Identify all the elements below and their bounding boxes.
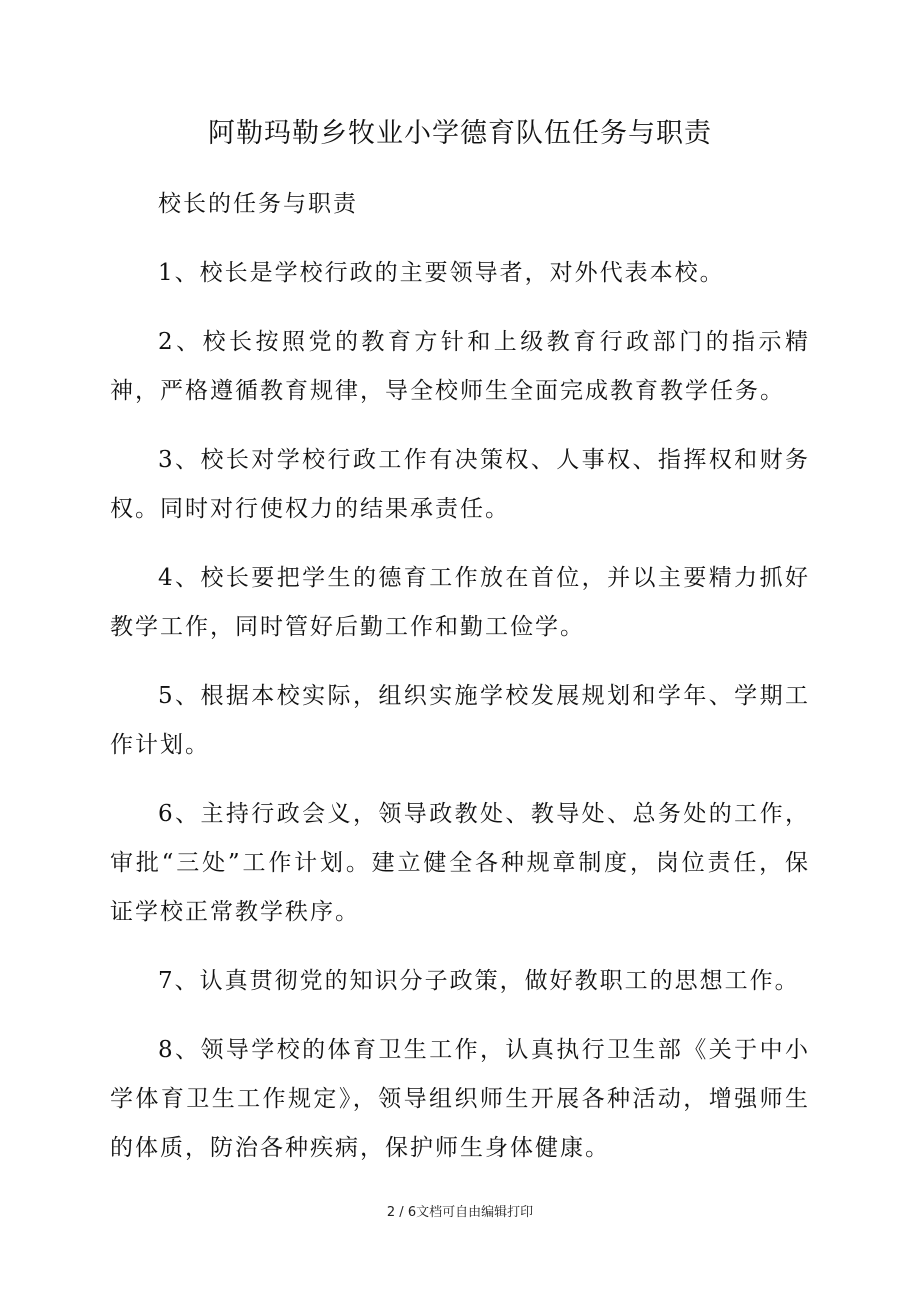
list-item: 8、领导学校的体育卫生工作，认真执行卫生部《关于中小学体育卫生工作规定》，领导组织师生开展各种活动，增强师生的体质，防治各种疾病，保护师生身体健康。	[110, 1037, 810, 1161]
list-item: 5、根据本校实际，组织实施学校发展规划和学年、学期工作计划。	[110, 683, 810, 758]
list-item: 3、校长对学校行政工作有决策权、人事权、指挥权和财务权。同时对行使权力的结果承责任。	[110, 447, 810, 522]
page-footer: 2 / 6文档可自由编辑打印	[386, 1205, 534, 1220]
list-item: 7、认真贯彻党的知识分子政策，做好教职工的思想工作。	[158, 968, 800, 994]
list-item: 6、主持行政会义，领导政教处、教导处、总务处的工作，审批“三处”工作计划。建立健全各种规章制度，岗位责任，保证学校正常教学秩序。	[110, 801, 810, 925]
section-heading: 校长的任务与职责	[158, 191, 358, 217]
list-item: 1、校长是学校行政的主要领导者，对外代表本校。	[158, 260, 725, 286]
document-title: 阿勒玛勒乡牧业小学德育队伍任务与职责	[208, 118, 712, 149]
document-body	[110, 180, 810, 1193]
list-item: 4、校长要把学生的德育工作放在首位，并以主要精力抓好教学工作，同时管好后勤工作和勤工俭学。	[110, 565, 810, 640]
list-item: 2、校长按照党的教育方针和上级教育行政部门的指示精神，严格遵循教育规律，导全校师生全面完成教育教学任务。	[110, 329, 810, 404]
